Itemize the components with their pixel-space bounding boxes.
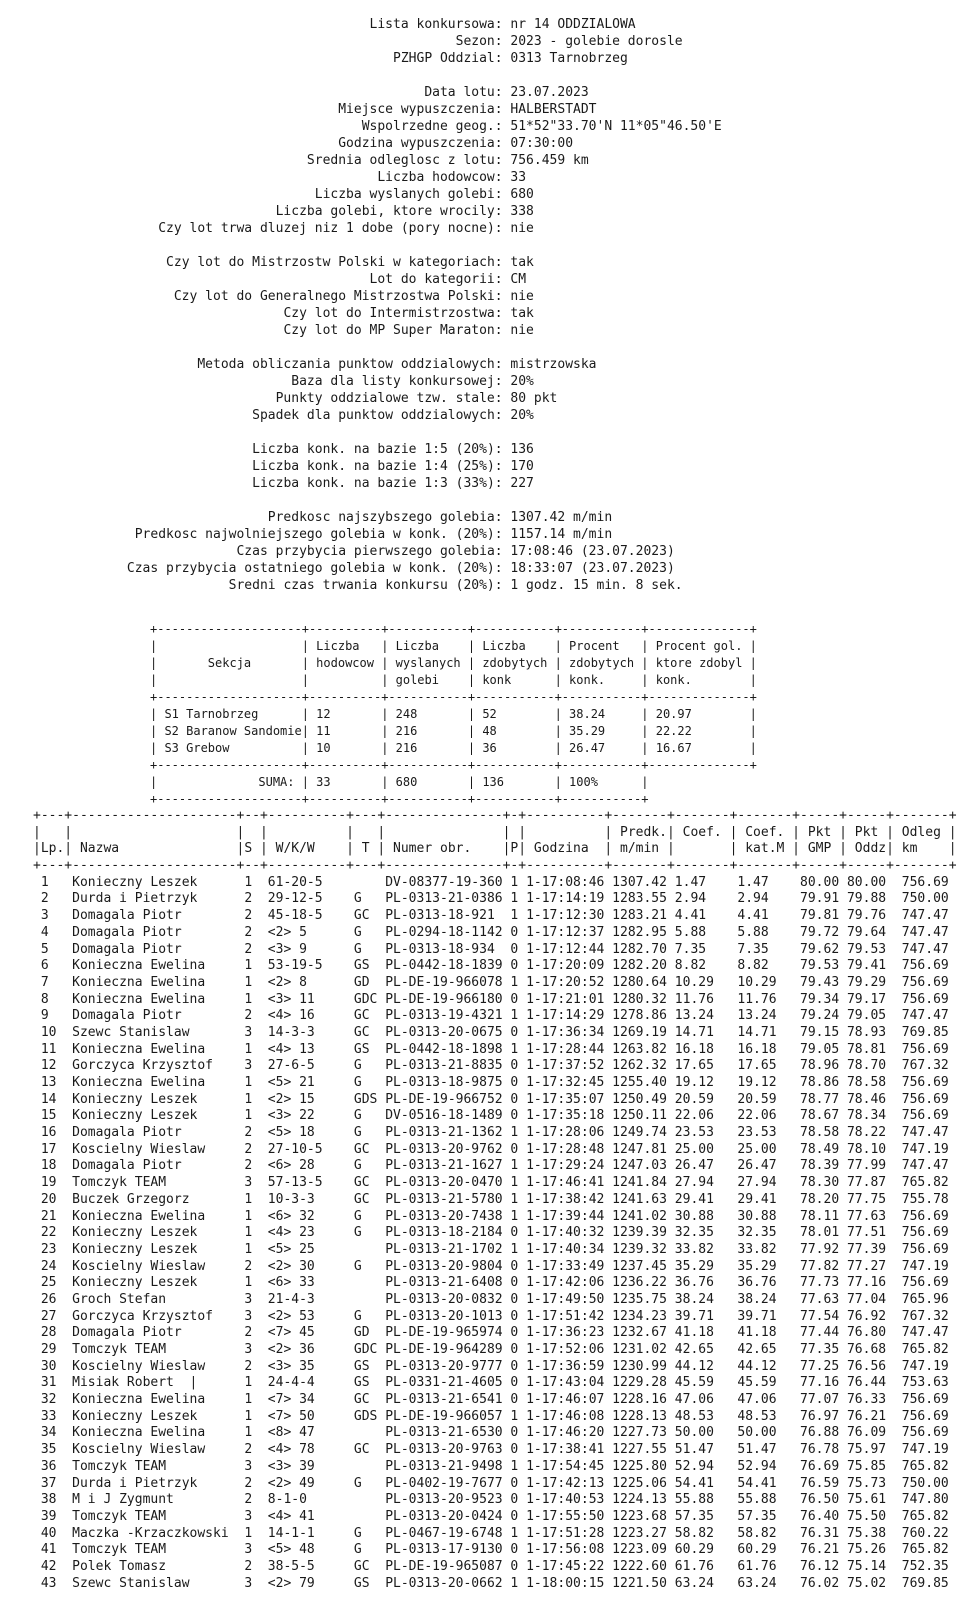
- info-value: 1157.14 m/min: [510, 527, 613, 542]
- result-row: 23 Konieczny Leszek 1 <5> 25 PL-0313-21-1702 1 1-17:40:34 1239.32 33.82 33.82 77.92 77.39 756.69: [33, 1241, 949, 1257]
- info-line: [33, 458, 980, 475]
- info-line: [33, 101, 980, 118]
- info-line: [33, 84, 980, 101]
- results-table-header-row: | | | | | | | | | Predk.| Coef. | Coef. | Pkt | Pkt | Odleg |: [33, 824, 957, 840]
- flight-info-block: [33, 16, 980, 594]
- info-label: Czy lot do Mistrzostw Polski w kategoriach:: [166, 255, 503, 270]
- result-row: 24 Koscielny Wieslaw 2 <2> 30 G PL-0313-20-9804 0 1-17:33:49 1237.45 35.29 35.29 77.82 77.27 747.19: [33, 1258, 949, 1274]
- info-label: Baza dla listy konkursowej:: [291, 374, 503, 389]
- blank-line: [33, 424, 980, 441]
- result-row: 32 Konieczna Ewelina 1 <7> 34 GC PL-0313-21-6541 0 1-17:46:07 1228.16 47.06 47.06 77.07 76.33 756.69: [33, 1392, 949, 1408]
- info-value: nie: [510, 289, 534, 304]
- info-value: 17:08:46 (23.07.2023): [510, 544, 675, 559]
- result-row: 14 Konieczny Leszek 1 <2> 15 GDS PL-DE-19-966752 0 1-17:35:07 1250.49 20.59 20.59 78.77 78.46 756.69: [33, 1091, 949, 1107]
- results-table: [33, 808, 980, 1592]
- info-label: Liczba golebi, ktore wrocily:: [275, 204, 503, 219]
- blank-line: [33, 492, 980, 509]
- result-row: 13 Konieczna Ewelina 1 <5> 21 G PL-0313-18-9875 0 1-17:32:45 1255.40 19.12 19.12 78.86 78.58 756.69: [33, 1075, 949, 1090]
- result-row: 8 Konieczna Ewelina 1 <3> 11 GDC PL-DE-19-966180 0 1-17:21:01 1280.32 11.76 11.76 79.34 79.17 756.69: [33, 991, 949, 1007]
- results-table-border: +---+---------------------+--+----------+---+---------------+-+----------+-------+-------+-------+-----+-----+-------+: [33, 808, 957, 823]
- section-table-border: +--------------------+----------+-----------+-----------+-----------+--------------+: [150, 622, 757, 636]
- info-line: [33, 475, 980, 492]
- result-row: 25 Konieczny Leszek 1 <6> 33 PL-0313-21-6408 0 1-17:42:06 1236.22 36.76 36.76 77.73 77.16 756.69: [33, 1275, 949, 1291]
- section-table-row: | S1 Tarnobrzeg | 12 | 248 | 52 | 38.24 | 20.97 |: [150, 707, 757, 721]
- info-value: nie: [510, 323, 534, 338]
- info-label: Wspolrzedne geog.:: [361, 119, 503, 134]
- info-line: [33, 390, 980, 407]
- info-value: 07:30:00: [510, 136, 574, 151]
- info-line: [33, 203, 980, 220]
- section-table-header-row: | | | golebi | konk | konk. | konk. |: [150, 673, 757, 687]
- info-line: [33, 254, 980, 271]
- info-value: nr 14 ODDZIALOWA: [510, 17, 636, 32]
- result-row: 28 Domagala Piotr 2 <7> 45 GD PL-DE-19-965974 0 1-17:36:23 1232.67 41.18 41.18 77.44 76.80 747.47: [33, 1325, 949, 1341]
- result-row: 10 Szewc Stanislaw 3 14-3-3 GC PL-0313-20-0675 0 1-17:36:34 1269.19 14.71 14.71 79.15 78.93 769.85: [33, 1024, 949, 1040]
- info-value: 20%: [510, 408, 534, 423]
- info-label: Lista konkursowa:: [369, 17, 503, 32]
- info-value: 33: [510, 170, 527, 185]
- result-row: 17 Koscielny Wieslaw 2 27-10-5 GC PL-0313-20-9762 0 1-17:28:48 1247.81 25.00 25.00 78.49 78.10 747.19: [33, 1141, 949, 1157]
- info-value: tak: [510, 255, 534, 270]
- result-row: 40 Maczka -Krzaczkowski 1 14-1-1 G PL-0467-19-6748 1 1-17:51:28 1223.27 58.82 58.82 76.31 75.38 760.22: [33, 1525, 949, 1541]
- info-value: 136: [510, 442, 534, 457]
- info-value: 680: [510, 187, 534, 202]
- blank-line: [33, 67, 980, 84]
- info-label: Liczba hodowcow:: [377, 170, 503, 185]
- info-line: [33, 356, 980, 373]
- info-line: [33, 16, 980, 33]
- section-table-row: | S2 Baranow Sandomie| 11 | 216 | 48 | 35.29 | 22.22 |: [150, 724, 757, 738]
- result-row: 26 Groch Stefan 3 21-4-3 PL-0313-20-0832 0 1-17:49:50 1235.75 38.24 38.24 77.63 77.04 765.96: [33, 1291, 949, 1307]
- info-value: 170: [510, 459, 534, 474]
- info-label: Czy lot do Intermistrzostwa:: [283, 306, 503, 321]
- result-row: 41 Tomczyk TEAM 3 <5> 48 G PL-0313-17-9130 0 1-17:56:08 1223.09 60.29 60.29 76.21 75.26 765.82: [33, 1542, 949, 1558]
- result-row: 42 Polek Tomasz 2 38-5-5 GC PL-DE-19-965087 0 1-17:45:22 1222.60 61.76 61.76 76.12 75.14 752.35: [33, 1558, 949, 1574]
- result-row: 5 Domagala Piotr 2 <3> 9 G PL-0313-18-934 0 1-17:12:44 1282.70 7.35 7.35 79.62 79.53 747.47: [33, 941, 949, 957]
- result-row: 19 Tomczyk TEAM 3 57-13-5 GC PL-0313-20-0470 1 1-17:46:41 1241.84 27.94 27.94 78.30 77.87 765.82: [33, 1175, 949, 1191]
- info-line: [33, 305, 980, 322]
- result-row: 21 Konieczna Ewelina 1 <6> 32 G PL-0313-20-7438 1 1-17:39:44 1241.02 30.88 30.88 78.11 77.63 756.69: [33, 1208, 949, 1224]
- blank-line: [33, 339, 980, 356]
- info-value: mistrzowska: [510, 357, 597, 372]
- section-table-header-row: | | Liczba | Liczba | Liczba | Procent | Procent gol. |: [150, 639, 757, 653]
- info-label: Spadek dla punktow oddzialowych:: [252, 408, 503, 423]
- result-row: 30 Koscielny Wieslaw 2 <3> 35 GS PL-0313-20-9777 0 1-17:36:59 1230.99 44.12 44.12 77.25 76.56 747.19: [33, 1358, 949, 1374]
- info-label: Predkosc najwolniejszego golebia w konk. (20%):: [134, 527, 503, 542]
- result-row: 39 Tomczyk TEAM 3 <4> 41 PL-0313-20-0424 0 1-17:55:50 1223.68 57.35 57.35 76.40 75.50 765.82: [33, 1508, 949, 1524]
- info-value: HALBERSTADT: [510, 102, 597, 117]
- result-row: 9 Domagala Piotr 2 <4> 16 GC PL-0313-19-4321 1 1-17:14:29 1278.86 13.24 13.24 79.24 79.05 747.47: [33, 1008, 949, 1024]
- result-row: 3 Domagala Piotr 2 45-18-5 GC PL-0313-18-921 1 1-17:12:30 1283.21 4.41 4.41 79.81 79.76 747.47: [33, 908, 949, 924]
- info-label: Liczba wyslanych golebi:: [314, 187, 503, 202]
- info-label: Liczba konk. na bazie 1:3 (33%):: [252, 476, 503, 491]
- info-label: Czas przybycia ostatniego golebia w konk. (20%):: [126, 561, 503, 576]
- info-line: [33, 220, 980, 237]
- section-table-suma-row: | SUMA: | 33 | 680 | 136 | 100% |: [150, 775, 649, 789]
- info-line: [33, 322, 980, 339]
- result-row: 20 Buczek Grzegorz 1 10-3-3 GC PL-0313-21-5780 1 1-17:38:42 1241.63 29.41 29.41 78.20 77.75 755.78: [33, 1191, 949, 1207]
- info-line: [33, 543, 980, 560]
- results-table-border: +---+---------------------+--+----------+---+---------------+-+----------+-------+-------+-------+-----+-----+-------+: [33, 858, 957, 874]
- result-row: 34 Konieczna Ewelina 1 <8> 47 PL-0313-21-6530 0 1-17:46:20 1227.73 50.00 50.00 76.88 76.09 756.69: [33, 1425, 949, 1441]
- info-line: [33, 441, 980, 458]
- info-line: [33, 509, 980, 526]
- result-row: 11 Konieczna Ewelina 1 <4> 13 GS PL-0442-18-1898 1 1-17:28:44 1263.82 16.18 16.18 79.05 78.81 756.69: [33, 1041, 949, 1057]
- info-label: Data lotu:: [424, 85, 503, 100]
- info-line: [33, 50, 980, 67]
- info-line: [33, 33, 980, 50]
- blank-line: [33, 237, 980, 254]
- section-table-border: +--------------------+----------+-----------+-----------+-----------+--------------+: [150, 758, 757, 772]
- result-row: 12 Gorczyca Krzysztof 3 27-6-5 G PL-0313-21-8835 0 1-17:37:52 1262.32 17.65 17.65 78.96 78.70 767.32: [33, 1058, 949, 1074]
- section-table-row: | S3 Grebow | 10 | 216 | 36 | 26.47 | 16.67 |: [150, 741, 757, 755]
- info-value: 2023 - golebie dorosle: [510, 34, 683, 49]
- info-label: Predkosc najszybszego golebia:: [267, 510, 503, 525]
- info-label: Sezon:: [455, 34, 503, 49]
- result-row: 6 Konieczna Ewelina 1 53-19-5 GS PL-0442-18-1839 0 1-17:20:09 1282.20 8.82 8.82 79.53 79.41 756.69: [33, 958, 949, 974]
- section-summary-table: [150, 621, 980, 808]
- section-table-header-row: | Sekcja | hodowcow | wyslanych | zdobytych | zdobytych | ktore zdobyl |: [150, 656, 757, 670]
- result-row: 22 Konieczny Leszek 1 <4> 23 G PL-0313-18-2184 0 1-17:40:32 1239.39 32.35 32.35 78.01 77.51 756.69: [33, 1225, 949, 1241]
- info-line: [33, 169, 980, 186]
- info-line: [33, 118, 980, 135]
- section-table-border: +--------------------+----------+-----------+-----------+-----------+: [150, 792, 649, 806]
- info-value: 80 pkt: [510, 391, 558, 406]
- info-line: [33, 186, 980, 203]
- info-line: [33, 407, 980, 424]
- result-row: 7 Konieczna Ewelina 1 <2> 8 GD PL-DE-19-966078 1 1-17:20:52 1280.64 10.29 10.29 79.43 79.29 756.69: [33, 974, 949, 990]
- info-value: nie: [510, 221, 534, 236]
- info-value: CM: [510, 272, 527, 287]
- info-line: [33, 152, 980, 169]
- info-value: 756.459 km: [510, 153, 589, 168]
- info-line: [33, 135, 980, 152]
- info-label: Metoda obliczania punktow oddzialowych:: [197, 357, 503, 372]
- info-label: Czy lot trwa dluzej niz 1 dobe (pory nocne):: [158, 221, 503, 236]
- result-row: 36 Tomczyk TEAM 3 <3> 39 PL-0313-21-9498 1 1-17:54:45 1225.80 52.94 52.94 76.69 75.85 765.82: [33, 1458, 949, 1474]
- info-value: 338: [510, 204, 534, 219]
- info-value: 20%: [510, 374, 534, 389]
- result-row: 1 Konieczny Leszek 1 61-20-5 DV-08377-19-360 1 1-17:08:46 1307.42 1.47 1.47 80.00 80.00 756.69: [33, 874, 949, 890]
- info-label: Sredni czas trwania konkursu (20%):: [228, 578, 503, 593]
- info-label: Czy lot do Generalnego Mistrzostwa Polski:: [173, 289, 503, 304]
- info-line: [33, 271, 980, 288]
- result-row: 2 Durda i Pietrzyk 2 29-12-5 G PL-0313-21-0386 1 1-17:14:19 1283.55 2.94 2.94 79.91 79.88 750.00: [33, 891, 949, 907]
- info-value: 0313 Tarnobrzeg: [510, 51, 628, 66]
- info-label: Godzina wypuszczenia:: [338, 136, 503, 151]
- info-label: PZHGP Oddzial:: [393, 51, 503, 66]
- result-row: 43 Szewc Stanislaw 3 <2> 79 GS PL-0313-20-0662 1 1-18:00:15 1221.50 63.24 63.24 76.02 75.02 769.85: [33, 1575, 949, 1591]
- info-label: Czas przybycia pierwszego golebia:: [236, 544, 503, 559]
- result-row: 18 Domagala Piotr 2 <6> 28 G PL-0313-21-1627 1 1-17:29:24 1247.03 26.47 26.47 78.39 77.99 747.47: [33, 1158, 949, 1174]
- section-table-border: +--------------------+----------+-----------+-----------+-----------+--------------+: [150, 690, 757, 704]
- result-row: 27 Gorczyca Krzysztof 3 <2> 53 G PL-0313-20-1013 0 1-17:51:42 1234.23 39.71 39.71 77.54 76.92 767.32: [33, 1308, 949, 1324]
- info-value: 227: [510, 476, 534, 491]
- info-value: 18:33:07 (23.07.2023): [510, 561, 675, 576]
- result-row: 35 Koscielny Wieslaw 2 <4> 78 GC PL-0313-20-9763 0 1-17:38:41 1227.55 51.47 51.47 76.78 75.97 747.19: [33, 1442, 949, 1458]
- result-row: 15 Konieczny Leszek 1 <3> 22 G DV-0516-18-1489 0 1-17:35:18 1250.11 22.06 22.06 78.67 78.34 756.69: [33, 1108, 949, 1124]
- info-value: 1307.42 m/min: [510, 510, 613, 525]
- results-table-header-row: |Lp.| Nazwa |S | W/K/W | T | Numer obr. |P| Godzina | m/min | | kat.M | GMP | Oddz| km |: [33, 841, 957, 857]
- info-label: Liczba konk. na bazie 1:4 (25%):: [252, 459, 503, 474]
- info-value: 51*52"33.70'N 11*05"46.50'E: [510, 119, 722, 134]
- result-row: 29 Tomczyk TEAM 3 <2> 36 GDC PL-DE-19-964289 0 1-17:52:06 1231.02 42.65 42.65 77.35 76.68 765.82: [33, 1342, 949, 1357]
- info-line: [33, 560, 980, 577]
- info-value: 1 godz. 15 min. 8 sek.: [510, 578, 683, 593]
- info-line: [33, 577, 980, 594]
- info-label: Lot do kategorii:: [369, 272, 503, 287]
- result-row: 38 M i J Zygmunt 2 8-1-0 PL-0313-20-9523 0 1-17:40:53 1224.13 55.88 55.88 76.50 75.61 747.80: [33, 1492, 949, 1508]
- info-label: Punkty oddzialowe tzw. stale:: [275, 391, 503, 406]
- result-row: 37 Durda i Pietrzyk 2 <2> 49 G PL-0402-19-7677 0 1-17:42:13 1225.06 54.41 54.41 76.59 75.73 750.00: [33, 1475, 949, 1491]
- result-row: 16 Domagala Piotr 2 <5> 18 G PL-0313-21-1362 1 1-17:28:06 1249.74 23.53 23.53 78.58 78.22 747.47: [33, 1125, 949, 1141]
- result-row: 31 Misiak Robert | 1 24-4-4 GS PL-0331-21-4605 0 1-17:43:04 1229.28 45.59 45.59 77.16 76.44 753.63: [33, 1375, 949, 1391]
- result-row: 4 Domagala Piotr 2 <2> 5 G PL-0294-18-1142 0 1-17:12:37 1282.95 5.88 5.88 79.72 79.64 747.47: [33, 924, 949, 940]
- info-label: Miejsce wypuszczenia:: [338, 102, 503, 117]
- info-label: Liczba konk. na bazie 1:5 (20%):: [252, 442, 503, 457]
- info-line: [33, 288, 980, 305]
- result-row: 33 Konieczny Leszek 1 <7> 50 GDS PL-DE-19-966057 1 1-17:46:08 1228.13 48.53 48.53 76.97 76.21 756.69: [33, 1408, 949, 1424]
- info-line: [33, 526, 980, 543]
- info-value: tak: [510, 306, 534, 321]
- info-label: Czy lot do MP Super Maraton:: [283, 323, 503, 338]
- info-label: Srednia odleglosc z lotu:: [306, 153, 503, 168]
- info-line: [33, 373, 980, 390]
- info-value: 23.07.2023: [510, 85, 589, 100]
